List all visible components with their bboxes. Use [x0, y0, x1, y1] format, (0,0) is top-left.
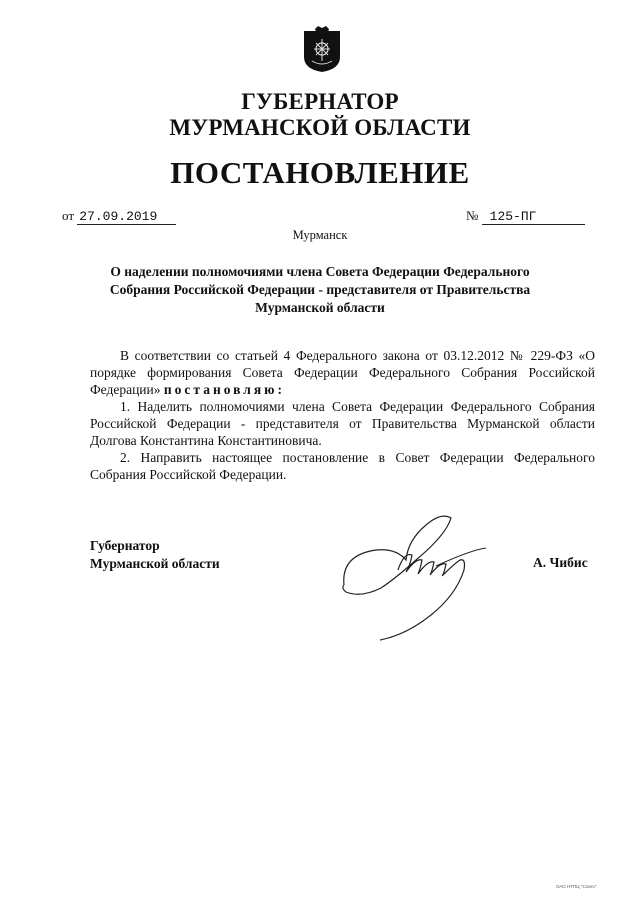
intro-paragraph [90, 347, 595, 398]
region-title: МУРМАНСКОЙ ОБЛАСТИ [169, 115, 471, 140]
position-line-1: Губернатор [90, 538, 160, 553]
document-number: 125-ПГ [482, 210, 585, 225]
date-row [62, 208, 176, 225]
signatory-position [90, 537, 220, 573]
coat-of-arms-icon [302, 25, 342, 73]
governor-title: ГУБЕРНАТОР [241, 89, 399, 114]
number-row [466, 208, 585, 225]
date-prefix: от [62, 208, 75, 223]
signatory-name: А. Чибис [533, 555, 588, 570]
document-date: 27.09.2019 [77, 210, 176, 225]
handwritten-signature [336, 500, 496, 650]
document-type: ПОСТАНОВЛЕНИЕ [170, 155, 470, 190]
city: Мурманск [292, 228, 348, 242]
position-line-2: Мурманской области [90, 556, 220, 571]
document-subject: О наделении полномочиями члена Совета Федерации Федерального Собрания Российской Федерации - представителя от Правительства Мурманской области [109, 264, 531, 315]
intro-text: В соответствии со статьей 4 Федерального закона от 03.12.2012 № 229-ФЗ «О порядке формирования Совета Федерации Федерального Собрания Российской Федерации» [90, 348, 595, 397]
decree-word: постановляю: [163, 382, 285, 397]
document-body [90, 347, 595, 483]
item-1: 1. Наделить полномочиями члена Совета Федерации Федерального Собрания Российской Федерации - представителя от Правительства Мурманской области Долгова Константина Константиновича. [90, 399, 595, 448]
print-footer: ОАО НТПЦ "Слиго" [556, 884, 597, 889]
number-prefix: № [466, 208, 479, 223]
item-2: 2. Направить настоящее постановление в Совет Федерации Федерального Собрания Российской Федерации. [90, 450, 595, 482]
